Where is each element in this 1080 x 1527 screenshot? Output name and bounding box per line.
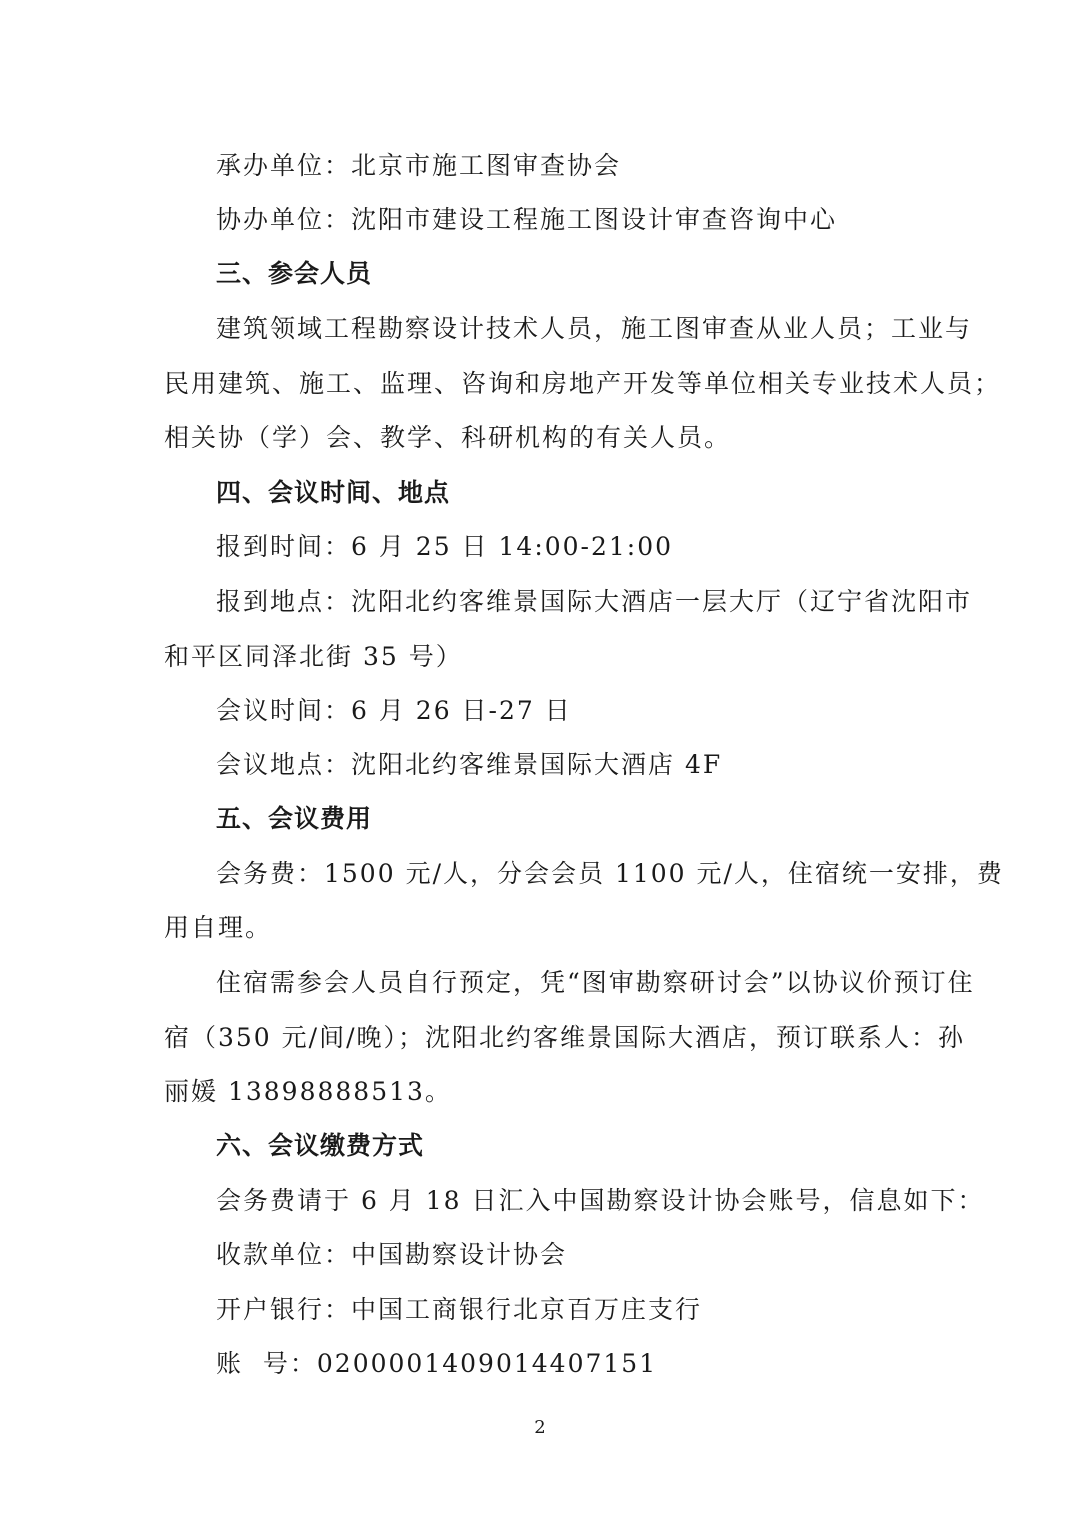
meeting-place-line: 会议地点：沈阳北约客维景国际大酒店 4F [216,750,723,779]
co-organizer-line: 协办单位：沈阳市建设工程施工图设计审查咨询中心 [216,205,838,234]
lodging-para-line: 住宿需参会人员自行预定，凭“图审勘察研讨会”以协议价预订住 [216,968,975,997]
lodging-para-line: 丽媛 13898888513。 [164,1077,452,1106]
attendees-para-line: 相关协（学）会、教学、科研机构的有关人员。 [164,423,732,452]
checkin-place-line: 报到地点：沈阳北约客维景国际大酒店一层大厅（辽宁省沈阳市 [216,587,973,616]
section-heading-attendees: 三、参会人员 [216,259,373,288]
section-heading-time-place: 四、会议时间、地点 [216,478,451,507]
bank-line: 开户银行：中国工商银行北京百万庄支行 [216,1295,703,1324]
payment-intro-line: 会务费请于 6 月 18 日汇入中国勘察设计协会账号，信息如下： [216,1186,985,1215]
attendees-para-line: 建筑领域工程勘察设计技术人员，施工图审查从业人员；工业与 [216,314,973,343]
checkin-time-line: 报到时间：6 月 25 日 14:00-21:00 [216,532,674,561]
attendees-para-line: 民用建筑、施工、监理、咨询和房地产开发等单位相关专业技术人员； [164,369,1002,398]
fee-para-line: 会务费：1500 元/人，分会会员 1100 元/人，住宿统一安排，费 [216,859,1004,888]
page-number: 2 [534,1417,546,1438]
checkin-place-line: 和平区同泽北街 35 号） [164,642,463,671]
organizer-line: 承办单位：北京市施工图审查协会 [216,151,622,180]
meeting-time-line: 会议时间：6 月 26 日-27 日 [216,696,572,725]
lodging-para-line: 宿（350 元/间/晚）；沈阳北约客维景国际大酒店，预订联系人：孙 [164,1023,966,1052]
section-heading-payment: 六、会议缴费方式 [216,1131,425,1160]
account-line: 账 号：0200001409014407151 [216,1349,658,1378]
payee-line: 收款单位：中国勘察设计协会 [216,1240,568,1269]
fee-para-line: 用自理。 [164,913,273,942]
section-heading-fees: 五、会议费用 [216,804,373,833]
